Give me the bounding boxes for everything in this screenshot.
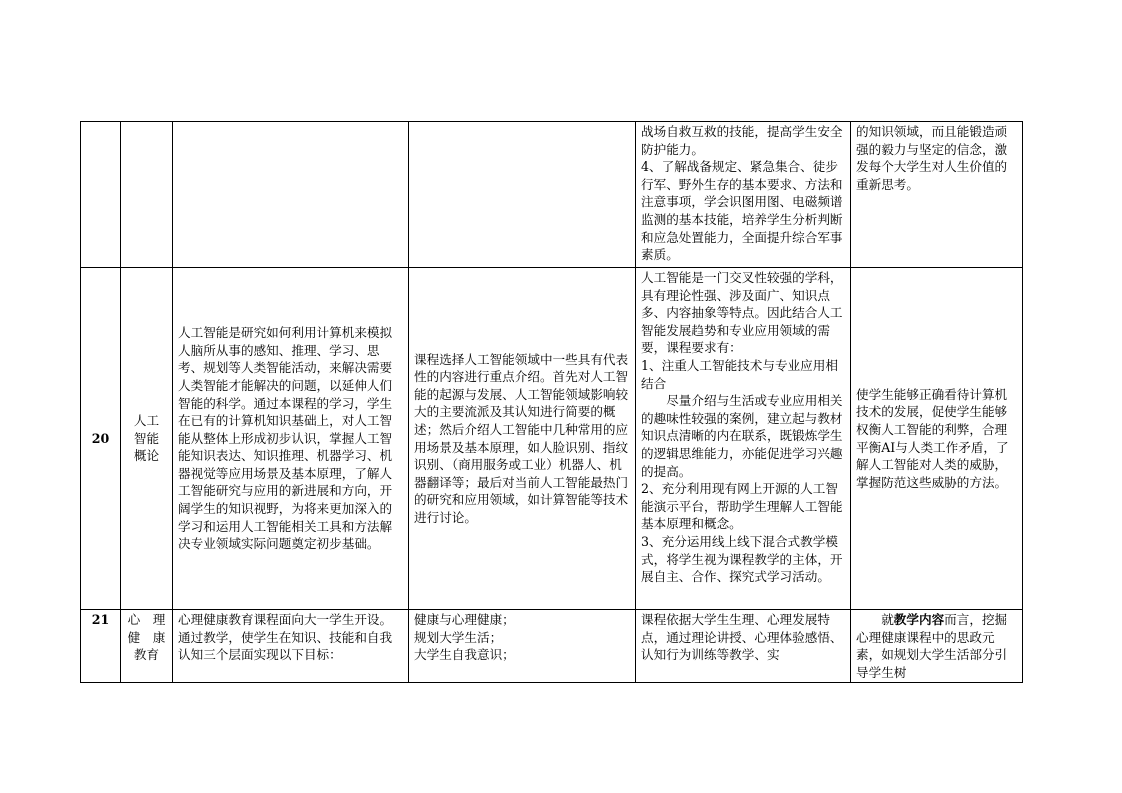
course-requirement-cell: 课程依据大学生生理、心理发展特点，通过理论讲授、心理体验感悟、认知行为训练等教学、实: [636, 610, 851, 683]
course-name-cell: 人工 智能 概论: [121, 268, 173, 610]
course-content-cell: [409, 610, 636, 683]
course-name-cell: [121, 122, 173, 268]
table-row: [81, 610, 1023, 683]
course-requirement-cell: [636, 268, 851, 610]
content-line: 规划大学生活；: [414, 629, 503, 645]
course-number-cell: 20: [81, 268, 121, 610]
course-requirement-cell: 战场自救互救的技能，提高学生安全防护能力。 4、了解战备规定、紧急集合、徒步行军、野外生存的基本要求、方法和注意事项，学会识图用图、电磁频谱监测的基本技能，培养学生分析判断和应急处置能力，全面提升综合军事素质。: [636, 122, 851, 268]
course-number-cell: [81, 122, 121, 268]
requirement-paragraph: 2、充分利用现有网上开源的人工智能演示平台，帮助学生理解人工智能基本原理和概念。: [641, 481, 843, 532]
ideology-cell: [851, 610, 1023, 683]
ideology-rest: 而言，挖掘心理健康课程中的思政元素，如规划大学生活部分引导学生树: [856, 612, 1008, 680]
requirement-paragraph: 尽量介绍与生活或专业应用相关的趣味性较强的案例，建立起与教材知识点清晰的内在联系，既锻炼学生的逻辑思维能力，亦能促进学习兴趣的提高。: [641, 393, 843, 479]
course-name-line: 健 康: [127, 629, 166, 645]
course-name-line: 心 理: [127, 612, 166, 627]
ideology-bold-text: 教学内容: [893, 612, 945, 627]
requirement-paragraph: 1、注重人工智能技术与专业应用相结合: [641, 357, 838, 391]
content-line: 健康与心理健康；: [414, 612, 515, 627]
course-goal-cell: 心理健康教育课程面向大一学生开设。通过教学，使学生在知识、技能和自我认知三个层面实现以下目标：: [173, 610, 409, 683]
requirement-paragraph: 人工智能是一门交叉性较强的学科，具有理论性强、涉及面广、知识点多、内容抽象等特点。因此结合人工智能发展趋势和专业应用领域的需要，课程要求有：: [641, 270, 843, 356]
content-line: 大学生自我意识；: [414, 647, 515, 663]
course-number-cell: 21: [81, 610, 121, 683]
requirement-paragraph: 3、充分运用线上线下混合式教学模式，将学生视为课程教学的主体，开展自主、合作、探究式学习活动。: [641, 533, 843, 585]
ideology-cell: 的知识领域，而且能锻造顽强的毅力与坚定的信念，激发每个大学生对人生价值的重新思考。: [851, 122, 1023, 268]
table-row: [81, 268, 1023, 610]
curriculum-table: [80, 121, 1023, 683]
table-row: [81, 122, 1023, 268]
course-content-cell: 课程选择人工智能领域中一些具有代表性的内容进行重点介绍。首先对人工智能的起源与发展、人工智能领域影响较大的主要流派及其认知进行简要的概述；然后介绍人工智能中几种常用的应用场景及基本原理，如人脸识别、指纹识别、（商用服务或工业）机器人、机器翻译等；最后对当前人工智能最热门的研究和应用领域，如计算智能等技术进行讨论。: [409, 268, 636, 610]
course-name-line: 教育: [133, 647, 160, 663]
ideology-cell: 使学生能够正确看待计算机技术的发展，促使学生能够权衡人工智能的利弊，合理平衡AI与人类工作矛盾，了解人工智能对人类的威胁，掌握防范这些威胁的方法。: [851, 268, 1023, 610]
course-content-cell: [409, 122, 636, 268]
ideology-prefix: 就: [881, 612, 894, 627]
course-goal-cell: [173, 122, 409, 268]
course-goal-cell: 人工智能是研究如何利用计算机来模拟人脑所从事的感知、推理、学习、思考、规划等人类智能活动，来解决需要人类智能才能解决的问题，以延伸人们智能的科学。通过本课程的学习，学生在已有的计算机知识基础上，对人工智能从整体上形成初步认识，掌握人工智能知识表达、知识推理、机器学习、机器视觉等应用场景及基本原理，了解人工智能研究与应用的新进展和方向，开阔学生的知识视野，为将来更加深入的学习和运用人工智能相关工具和方法解决专业领域实际问题奠定初步基础。: [173, 268, 409, 610]
course-name-cell: [121, 610, 173, 683]
